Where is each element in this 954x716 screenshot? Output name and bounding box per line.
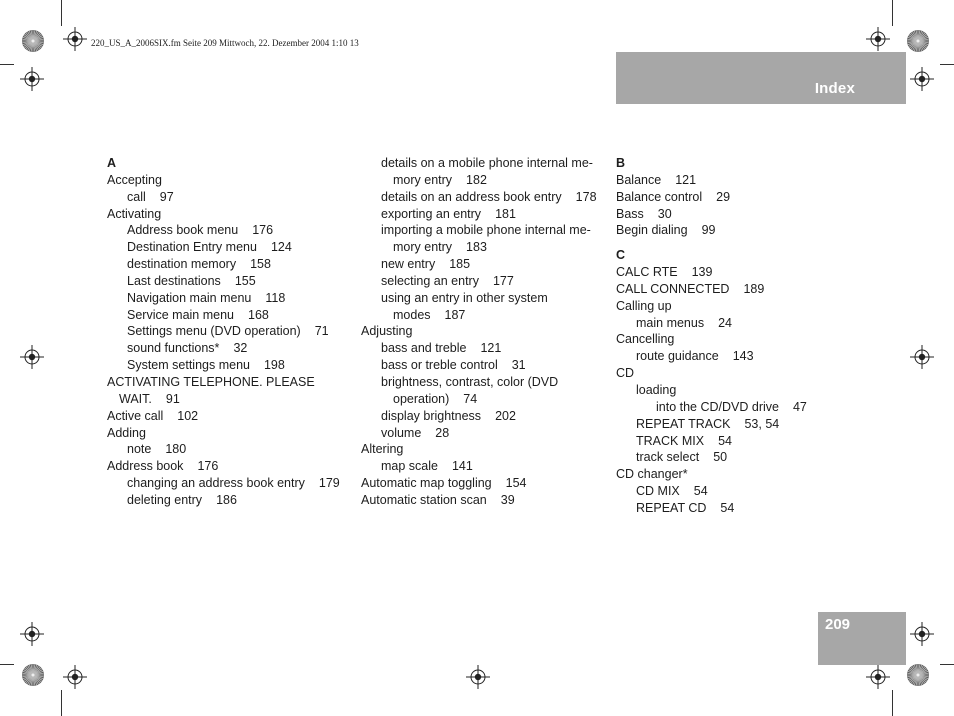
index-entry	[616, 399, 866, 416]
index-entry	[361, 206, 611, 223]
index-page-ref: 74	[463, 391, 478, 406]
color-target-icon	[906, 663, 930, 687]
crop-line	[0, 64, 14, 65]
index-page-ref: 178	[575, 189, 597, 204]
index-entry-term: Address book menu	[127, 223, 239, 238]
index-entry	[361, 256, 611, 273]
index-entry-term: route guidance	[636, 349, 719, 364]
index-entry	[361, 340, 611, 357]
index-letter-heading: A	[107, 156, 117, 170]
registration-mark-icon	[910, 345, 934, 369]
index-entry-term: importing a mobile phone internal me-	[381, 223, 591, 238]
index-entry-term: exporting an entry	[381, 206, 482, 221]
index-page-ref: 31	[511, 358, 526, 373]
index-entry	[616, 222, 866, 239]
index-page-ref: 24	[718, 315, 732, 330]
index-entry	[107, 425, 357, 442]
index-entry	[361, 458, 611, 475]
index-page-ref: 177	[492, 273, 514, 288]
index-entry	[107, 307, 357, 324]
index-page-ref: 54	[693, 484, 708, 499]
index-entry-term: Altering	[361, 442, 404, 457]
registration-mark-icon	[466, 665, 490, 689]
registration-mark-icon	[20, 67, 44, 91]
color-target-icon	[906, 29, 930, 53]
index-entry	[107, 222, 357, 239]
index-entry	[616, 365, 866, 382]
index-letter-heading: B	[616, 156, 626, 170]
registration-mark-icon	[866, 665, 890, 689]
index-entry	[361, 374, 611, 408]
index-entry	[616, 298, 866, 315]
index-column-3	[616, 155, 866, 517]
index-entry-continuation	[381, 391, 611, 408]
index-entry-continuation	[381, 239, 611, 256]
registration-mark-icon	[20, 622, 44, 646]
registration-mark-icon	[63, 27, 87, 51]
index-page-ref: 97	[159, 189, 174, 204]
index-page-ref: 53, 54	[744, 416, 780, 431]
index-entry	[616, 206, 866, 223]
index-entry	[616, 348, 866, 365]
index-entry	[361, 425, 611, 442]
index-page-ref: 139	[691, 265, 713, 280]
index-page-ref: 176	[252, 223, 274, 238]
index-entry-term: sound functions*	[127, 341, 220, 356]
index-entry	[616, 315, 866, 332]
index-entry-term: Last destinations	[127, 273, 221, 288]
index-entry-term: System settings menu	[127, 358, 250, 373]
index-entry-term: Destination Entry menu	[127, 240, 257, 255]
index-entry-term: changing an address book entry	[127, 476, 305, 491]
index-page-ref: 54	[720, 500, 735, 515]
index-entry-term: Service main menu	[127, 307, 234, 322]
index-entry-term: Settings menu (DVD operation)	[127, 324, 301, 339]
index-entry	[361, 475, 611, 492]
index-entry-term: map scale	[381, 459, 438, 474]
index-entry	[616, 189, 866, 206]
registration-mark-icon	[910, 67, 934, 91]
index-entry	[616, 172, 866, 189]
index-entry-term: details on an address book entry	[381, 189, 562, 204]
index-entry	[361, 273, 611, 290]
index-page-ref: 186	[216, 492, 237, 507]
index-entry-term: TRACK MIX	[636, 433, 705, 448]
index-page-ref: 28	[435, 425, 450, 440]
index-entry-term: main menus	[636, 315, 705, 330]
index-page-ref: 155	[234, 273, 256, 288]
page-number: 209	[825, 616, 851, 633]
index-page-ref: 187	[444, 307, 466, 322]
crop-line	[0, 664, 14, 665]
index-entry-term: destination memory	[127, 257, 237, 272]
index-entry	[107, 172, 357, 189]
index-entry-term: brightness, contrast, color (DVD	[381, 374, 559, 389]
index-entry-term: bass or treble control	[381, 358, 498, 373]
index-page-ref: 143	[732, 349, 754, 364]
index-entry-term: CD	[616, 366, 635, 381]
index-page-ref: 50	[713, 450, 728, 465]
index-page-ref: 32	[233, 341, 248, 356]
index-entry-term: Activating	[107, 206, 162, 221]
index-page-ref: 176	[197, 459, 219, 474]
index-entry	[616, 500, 866, 517]
index-entry	[616, 449, 866, 466]
index-entry	[616, 433, 866, 450]
index-page-ref: 99	[701, 223, 716, 238]
index-page-ref: 121	[480, 341, 502, 356]
index-entry-term: into the CD/DVD drive	[656, 399, 779, 414]
index-entry-term: REPEAT CD	[636, 500, 707, 515]
index-entry-term: display brightness	[381, 408, 482, 423]
index-entry-term: Accepting	[107, 172, 162, 187]
index-entry-term: Begin dialing	[616, 223, 688, 238]
index-page-ref: 39	[500, 492, 515, 507]
index-entry-term: Cancelling	[616, 332, 675, 347]
index-entry-term: Balance control	[616, 189, 703, 204]
index-page-ref: 182	[466, 172, 487, 187]
index-entry	[107, 374, 357, 408]
index-letter-heading: C	[616, 248, 626, 263]
index-entry	[361, 323, 611, 340]
index-entry-continuation	[107, 391, 357, 408]
crop-line	[61, 0, 62, 26]
index-page-ref: 54	[718, 433, 732, 448]
crop-line	[940, 64, 954, 65]
index-entry	[107, 408, 357, 425]
index-entry	[616, 331, 866, 348]
index-entry-continuation-text: mory entry	[393, 172, 453, 187]
index-entry-term: using an entry in other system	[381, 290, 548, 305]
index-entry	[107, 323, 357, 340]
index-entry-term: CD MIX	[636, 484, 680, 499]
index-entry	[107, 239, 357, 256]
index-entry-term: CALC RTE	[616, 265, 678, 280]
color-target-icon	[21, 663, 45, 687]
page-number-tab	[818, 612, 906, 665]
index-entry	[616, 466, 866, 483]
index-entry	[361, 357, 611, 374]
index-page-ref: 71	[314, 324, 329, 339]
index-entry-term: Calling up	[616, 298, 672, 313]
index-entry	[616, 281, 866, 298]
index-entry-continuation	[381, 307, 611, 324]
index-page-ref: 102	[177, 408, 199, 423]
color-target-icon	[21, 29, 45, 53]
index-entry-term: volume	[381, 425, 422, 440]
index-page-ref: 118	[265, 290, 286, 305]
index-page-ref: 154	[505, 476, 527, 491]
index-entry-term: CALL CONNECTED	[616, 281, 730, 296]
index-column-2	[361, 155, 611, 509]
index-entry	[107, 206, 357, 223]
index-entry-term: new entry	[381, 257, 436, 272]
index-entry	[361, 441, 611, 458]
index-entry-term: details on a mobile phone internal me-	[381, 156, 593, 170]
index-page-ref: 29	[716, 189, 731, 204]
index-page-ref: 30	[657, 206, 672, 221]
index-entry	[107, 475, 357, 492]
crop-line	[892, 690, 893, 716]
file-info-header: 220_US_A_2006SIX.fm Seite 209 Mittwoch, 22. Dezember 2004 1:10 13	[91, 38, 359, 48]
registration-mark-icon	[866, 27, 890, 51]
index-entry	[107, 357, 357, 374]
index-page-ref: 189	[743, 281, 765, 296]
section-tab	[616, 52, 906, 104]
index-entry	[616, 416, 866, 433]
index-entry-term: REPEAT TRACK	[636, 416, 731, 431]
crop-line	[940, 664, 954, 665]
index-entry-term: track select	[636, 450, 700, 465]
index-entry-term: Address book	[107, 459, 184, 474]
index-page-ref: 141	[451, 459, 473, 474]
index-entry-term: Navigation main menu	[127, 290, 252, 305]
index-entry-continuation-text: WAIT.	[119, 391, 152, 406]
index-entry	[361, 155, 611, 189]
index-entry-term: note	[127, 442, 152, 457]
index-page-ref: 47	[792, 399, 807, 414]
index-page-ref: 158	[250, 257, 271, 272]
index-entry-term: Adding	[107, 425, 146, 440]
index-entry	[107, 458, 357, 475]
registration-mark-icon	[63, 665, 87, 689]
index-entry-term: bass and treble	[381, 341, 467, 356]
index-entry-continuation-text: operation)	[393, 391, 450, 406]
index-entry	[361, 408, 611, 425]
index-entry-term: Automatic map toggling	[361, 476, 492, 491]
index-entry-continuation-text: modes	[393, 307, 431, 322]
index-page-ref: 180	[165, 442, 187, 457]
index-entry-term: deleting entry	[127, 492, 203, 507]
index-entry	[361, 222, 611, 256]
index-entry	[107, 189, 357, 206]
index-entry-term: call	[127, 189, 146, 204]
index-page-ref: 179	[318, 476, 340, 491]
index-page-ref: 91	[165, 391, 180, 406]
index-entry-term: Automatic station scan	[361, 492, 487, 507]
index-entry-term: Balance	[616, 172, 662, 187]
index-page-ref: 183	[466, 240, 487, 255]
index-entry	[616, 264, 866, 281]
index-entry	[107, 441, 357, 458]
index-page-ref: 121	[675, 172, 697, 187]
index-entry-term: loading	[636, 382, 677, 397]
section-tab-label: Index	[814, 80, 855, 97]
index-entry	[616, 382, 866, 399]
index-entry-term: selecting an entry	[381, 273, 479, 288]
index-entry	[361, 189, 611, 206]
index-page-ref: 185	[449, 257, 471, 272]
index-entry	[107, 290, 357, 307]
index-entry-term: Adjusting	[361, 324, 413, 339]
index-entry	[107, 492, 357, 509]
index-page-ref: 168	[248, 307, 269, 322]
registration-mark-icon	[20, 345, 44, 369]
index-page-ref: 181	[495, 206, 516, 221]
crop-line	[892, 0, 893, 26]
index-entry-continuation	[381, 172, 611, 189]
index-entry-term: CD changer*	[616, 467, 688, 482]
index-column-1	[107, 155, 357, 509]
index-entry	[361, 290, 611, 324]
index-entry-term: Bass	[616, 206, 644, 221]
index-page-ref: 124	[270, 240, 292, 255]
registration-mark-icon	[910, 622, 934, 646]
index-entry-term: Active call	[107, 408, 164, 423]
index-page-ref: 202	[495, 408, 516, 423]
crop-line	[61, 690, 62, 716]
index-page-ref: 198	[263, 358, 285, 373]
index-entry-term: ACTIVATING TELEPHONE. PLEASE	[107, 374, 315, 389]
index-entry	[107, 273, 357, 290]
index-entry-continuation-text: mory entry	[393, 240, 453, 255]
index-entry	[107, 256, 357, 273]
index-entry	[107, 340, 357, 357]
index-entry	[361, 492, 611, 509]
index-entry	[616, 483, 866, 500]
